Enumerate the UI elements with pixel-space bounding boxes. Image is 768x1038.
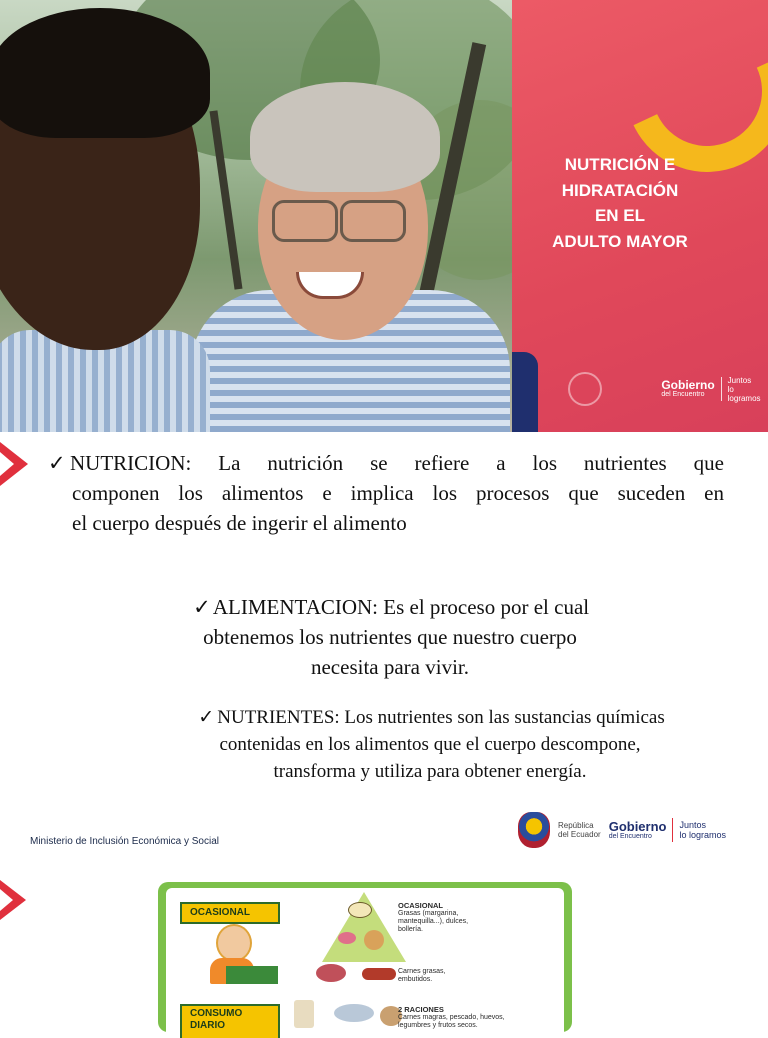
- category-label: CONSUMO DIARIO: [180, 1004, 280, 1038]
- girl-illustration: [216, 924, 252, 962]
- food-pyramid-panel: [158, 882, 572, 1032]
- bullet-line: transforma y utiliza para obtener energía.: [273, 761, 587, 782]
- cover-slide: [0, 0, 768, 432]
- tagline-line: lo logramos: [679, 830, 727, 840]
- ministry-footer: Ministerio de Inclusión Económica y Social: [30, 836, 219, 847]
- meat-icon: [316, 964, 346, 982]
- pyramid-text-line: Grasas (margarina,: [398, 910, 459, 917]
- bullet-line: NUTRIENTES: Los nutrientes son las sustancias químicas: [217, 707, 665, 728]
- faint-logo-mark: [612, 380, 652, 398]
- bullet-line: necesita para vivir.: [310, 655, 469, 679]
- pyramid-text-line: Carnes magras, pescado, huevos,: [398, 1014, 505, 1021]
- gobierno-logo-white: [661, 376, 768, 403]
- republica-line: del Ecuador: [558, 830, 601, 839]
- croissant-icon: [364, 930, 384, 950]
- cover-title-line: HIDRATACIÓN: [561, 180, 679, 200]
- cover-logos: [568, 372, 768, 406]
- sausage-icon: [362, 968, 396, 980]
- bullet-alimentacion: [130, 592, 650, 682]
- cover-title: [512, 152, 768, 254]
- tagline-line: Juntos: [679, 820, 707, 830]
- cover-title-line: NUTRICIÓN E: [564, 155, 676, 174]
- red-chevron-icon: [0, 442, 28, 486]
- checkmark-icon: ✓: [48, 451, 66, 475]
- bullet-line: componen los alimentos e implica los procesos que suceden en: [72, 481, 724, 505]
- tagline-line: lo logramos: [727, 384, 761, 403]
- pyramid-text-block: [398, 902, 468, 934]
- ecuador-seal-icon: [518, 812, 550, 848]
- bullet-line: contenidas en los alimentos que el cuerpo descompone,: [219, 734, 641, 755]
- pyramid-text-line: embutidos.: [398, 976, 433, 983]
- checkmark-icon: ✓: [193, 595, 211, 619]
- government-logos: [518, 812, 726, 848]
- candy-icon: [338, 932, 356, 944]
- pyramid-text-line: mantequilla...), dulces,: [398, 918, 469, 925]
- tagline-line: Juntos: [727, 375, 752, 385]
- gobierno-logo: [609, 818, 726, 842]
- gobierno-word: Gobierno: [661, 378, 715, 392]
- gobierno-word: Gobierno: [608, 818, 667, 834]
- food-pyramid-slide: [0, 864, 768, 1031]
- checkmark-icon: ✓: [198, 707, 215, 728]
- navy-shape: [512, 352, 538, 432]
- category-label: OCASIONAL: [180, 902, 280, 924]
- pyramid-text-block: [398, 968, 445, 984]
- bullet-nutricion: [48, 448, 724, 538]
- cover-title-line: ADULTO MAYOR: [552, 231, 688, 251]
- faint-seal-icon: [568, 372, 602, 406]
- gobierno-sub: del Encuentro: [661, 391, 705, 398]
- pyramid-text-line: Carnes grasas,: [398, 968, 446, 975]
- butter-icon: [348, 902, 372, 918]
- pyramid-text-heading: OCASIONAL: [398, 901, 443, 910]
- pyramid-text-line: bollería.: [398, 926, 423, 933]
- bullet-nutrientes: [150, 704, 710, 785]
- pyramid-text-line: legumbres y frutos secos.: [398, 1022, 478, 1029]
- bullet-line: el cuerpo después de ingerir el alimento: [72, 511, 407, 535]
- bullet-line: NUTRICION: La nutrición se refiere a los nutrientes que: [70, 451, 724, 475]
- gobierno-sub: del Encuentro: [608, 832, 652, 840]
- bullet-line: obtenemos los nutrientes que nuestro cuerpo: [203, 625, 577, 649]
- bullet-line: ALIMENTACION: Es el proceso por el cual: [212, 595, 590, 619]
- pyramid-text-block: [398, 1006, 505, 1030]
- red-chevron-icon: [0, 880, 26, 920]
- book-illustration: [226, 966, 278, 984]
- definitions-slide: [0, 432, 768, 864]
- republica-line: República: [558, 821, 594, 830]
- fish-icon: [334, 1004, 374, 1022]
- cover-title-line: EN EL: [594, 206, 646, 225]
- pyramid-text-heading: 2 RACIONES: [398, 1005, 444, 1014]
- cover-photo: [0, 0, 512, 432]
